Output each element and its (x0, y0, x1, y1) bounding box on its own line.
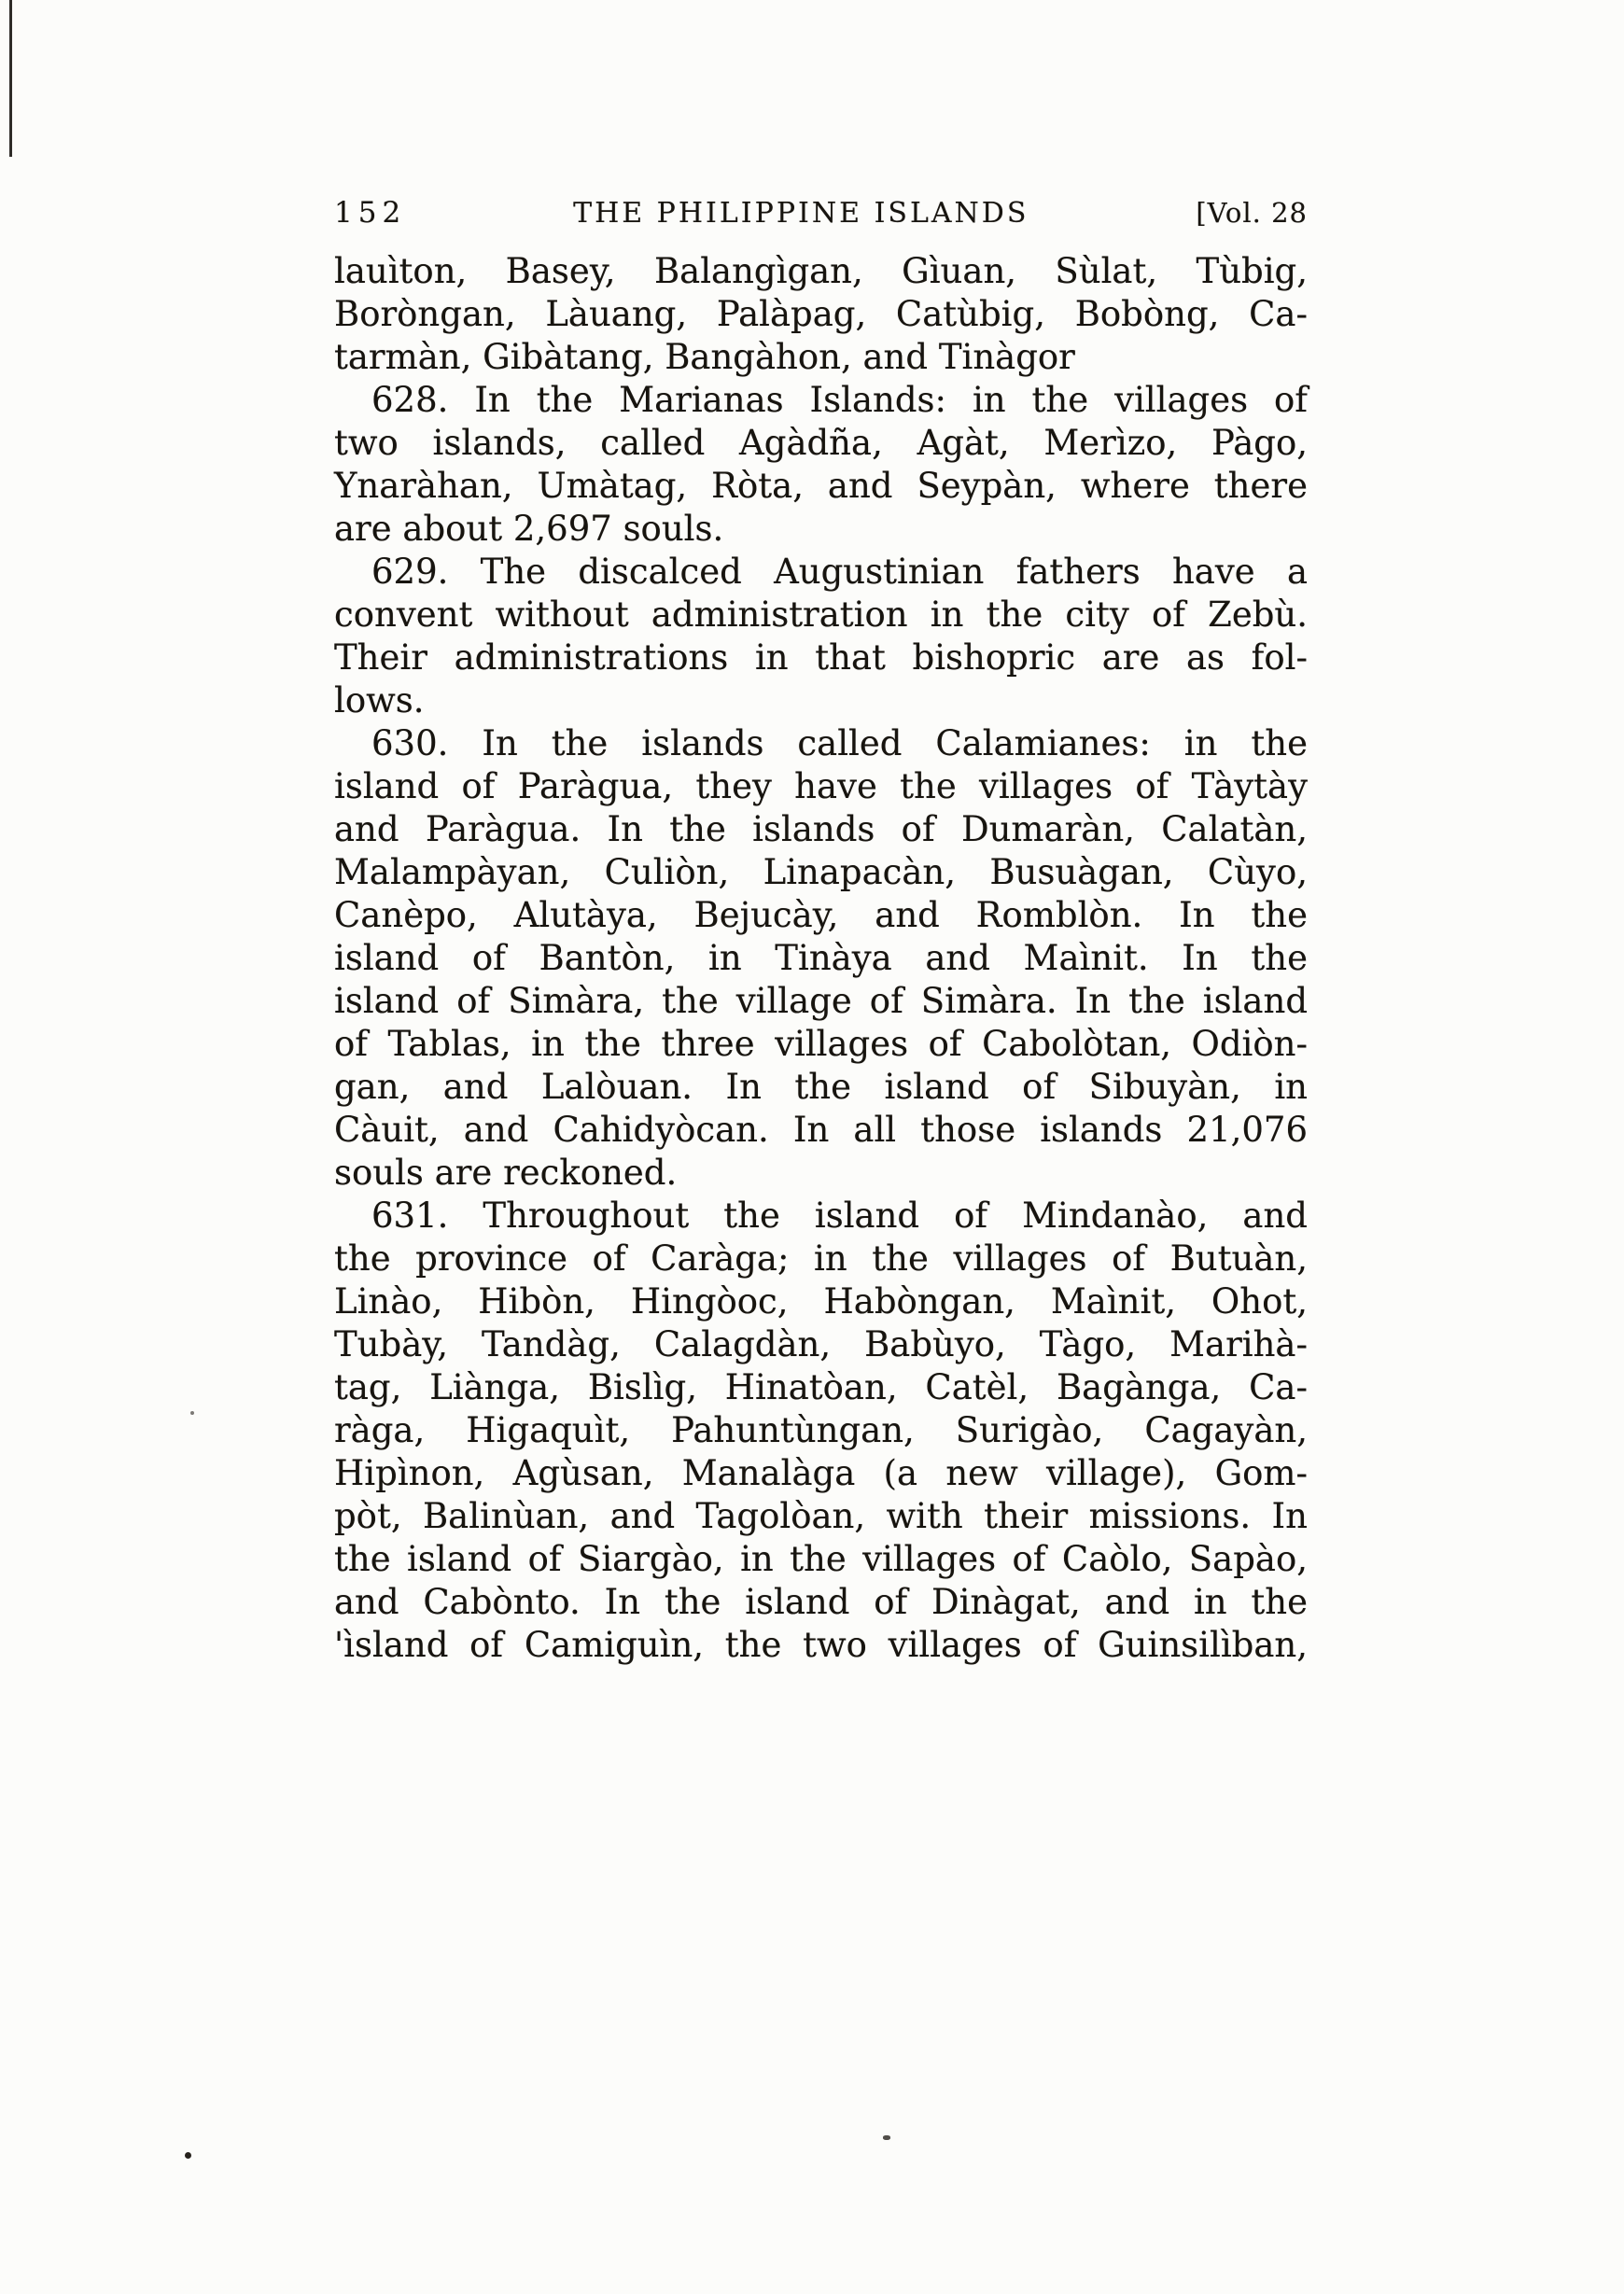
text-line: Càuit, and Cahidyòcan. In all those islands 21,076 (334, 1110, 1308, 1150)
body-text (334, 250, 1308, 1667)
text-line: are about 2,697 souls. (334, 509, 724, 549)
scan-edge-artifact (9, 0, 12, 157)
scan-artifact-dot (185, 2152, 191, 2159)
text-line: Hipìnon, Agùsan, Manalàga (a new village), Gom- (334, 1453, 1308, 1493)
text-line: Ynaràhan, Umàtag, Ròta, and Seypàn, where there (334, 466, 1308, 506)
text-line: Malampàyan, Culiòn, Linapacàn, Busuàgan, Cùyo, (334, 852, 1308, 892)
paragraph (334, 1195, 1308, 1667)
text-line: 630. In the islands called Calamianes: in the (371, 723, 1308, 763)
text-line: tarmàn, Gibàtang, Bangàhon, and Tinàgor (334, 337, 1075, 377)
text-line: island of Bantòn, in Tinàya and Maìnit. In the (334, 938, 1308, 978)
volume-reference: [Vol. 28 (1196, 197, 1308, 229)
text-line: 631. Throughout the island of Mindanào, and (371, 1196, 1308, 1236)
running-title: THE PHILIPPINE ISLANDS (573, 197, 1029, 230)
page-number: 152 (334, 196, 407, 230)
text-line: island of Paràgua, they have the villages of Tàytày (334, 766, 1308, 806)
text-line: convent without administration in the city of Zebù. (334, 594, 1308, 635)
scan-artifact-dot (883, 2135, 890, 2140)
scan-artifact-dot (190, 1411, 194, 1415)
paragraph (334, 551, 1308, 722)
text-line: island of Simàra, the village of Simàra. In the island (334, 981, 1308, 1021)
paragraph (334, 379, 1308, 551)
text-line: 628. In the Marianas Islands: in the villages of (371, 380, 1308, 420)
text-line: Canèpo, Alutàya, Bejucày, and Romblòn. In the (334, 895, 1308, 935)
text-line: and Cabònto. In the island of Dinàgat, and in the (334, 1582, 1308, 1622)
text-line: the province of Caràga; in the villages of Butuàn, (334, 1238, 1308, 1279)
text-line: Tubày, Tandàg, Calagdàn, Babùyo, Tàgo, Marihà- (334, 1324, 1308, 1364)
text-line: tag, Liànga, Bislìg, Hinatòan, Catèl, Bagànga, Ca- (334, 1367, 1308, 1407)
text-line: lauìton, Basey, Balangìgan, Gìuan, Sùlat, Tùbig, (334, 251, 1308, 291)
text-line: Linào, Hibòn, Hingòoc, Habòngan, Maìnit, Ohot, (334, 1281, 1308, 1322)
text-line: Their administrations in that bishopric are as fol- (334, 637, 1308, 678)
text-line: pòt, Balinùan, and Tagolòan, with their missions. In (334, 1496, 1308, 1536)
text-line: Boròngan, Làuang, Palàpag, Catùbig, Bobòng, Ca- (334, 294, 1308, 334)
text-line: of Tablas, in the three villages of Cabolòtan, Odiòn- (334, 1024, 1308, 1064)
paragraph (334, 250, 1308, 379)
text-line: 629. The discalced Augustinian fathers have a (371, 552, 1308, 592)
text-line: two islands, called Agàdña, Agàt, Merìzo, Pàgo, (334, 423, 1308, 463)
text-line: gan, and Lalòuan. In the island of Sibuyàn, in (334, 1067, 1308, 1107)
text-line: the island of Siargào, in the villages of Caòlo, Sapào, (334, 1539, 1308, 1579)
text-line: ràga, Higaquìt, Pahuntùngan, Surigào, Cagayàn, (334, 1410, 1308, 1450)
text-line: souls are reckoned. (334, 1153, 678, 1193)
text-line: lows. (334, 680, 425, 720)
text-line: and Paràgua. In the islands of Dumaràn, Calatàn, (334, 809, 1308, 849)
running-header (334, 196, 1308, 230)
text-line: 'ìsland of Camiguìn, the two villages of Guinsilìban, (334, 1625, 1308, 1665)
paragraph (334, 722, 1308, 1195)
